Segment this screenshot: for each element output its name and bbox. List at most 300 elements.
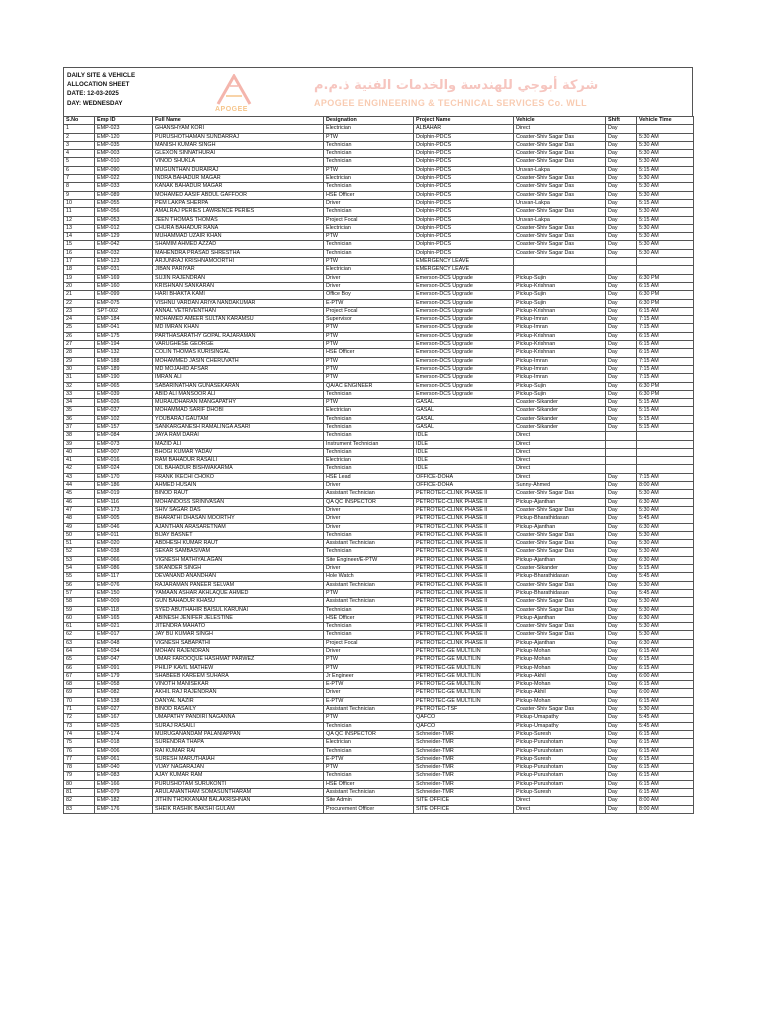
cell-vehicle: Pickup-Akhil — [514, 672, 606, 680]
cell-full-name: UMAPATHY PANDIRI NAGANNA — [153, 714, 324, 722]
column-header-vehicle: Vehicle — [514, 117, 606, 125]
cell-vehicle: Pickup-Purushotam — [514, 780, 606, 788]
cell-project-name: GASAL — [414, 423, 514, 431]
cell-designation: E-PTW — [324, 299, 414, 307]
cell-full-name: ANNAL VETRIVENTHAN — [153, 307, 324, 315]
cell-full-name: MANISH KUMAR SINGH — [153, 141, 324, 149]
cell-project-name: Emerson-DCS Upgrade — [414, 357, 514, 365]
cell-emp-id: EMP-116 — [95, 498, 153, 506]
table-row — [64, 365, 694, 373]
cell-vehicle: Direct — [514, 805, 606, 813]
cell-emp-id: EMP-047 — [95, 656, 153, 664]
cell-emp-id: EMP-176 — [95, 805, 153, 813]
cell-shift: Day — [606, 565, 637, 573]
cell-shift: Day — [606, 125, 637, 133]
cell-sno: 16 — [64, 249, 95, 257]
table-row — [64, 175, 694, 183]
cell-vehicle: Coaster-Shiv Sagar Das — [514, 133, 606, 141]
cell-vehicle: Pickup-Ajanthan — [514, 523, 606, 531]
table-row — [64, 191, 694, 199]
cell-sno: 53 — [64, 556, 95, 564]
cell-vehicle-time: 6:15 AM — [637, 341, 694, 349]
cell-vehicle-time: 7:15 AM — [637, 365, 694, 373]
cell-shift: Day — [606, 681, 637, 689]
cell-vehicle: Pickup-Mohan — [514, 681, 606, 689]
cell-emp-id: EMP-084 — [95, 432, 153, 440]
cell-designation: PTW — [324, 133, 414, 141]
cell-emp-id: EMP-009 — [95, 598, 153, 606]
cell-shift: Day — [606, 573, 637, 581]
table-row — [64, 291, 694, 299]
cell-shift: Day — [606, 789, 637, 797]
cell-vehicle-time: 6:15 AM — [637, 739, 694, 747]
cell-full-name: JITENDRA MAHATO — [153, 623, 324, 631]
cell-sno: 44 — [64, 482, 95, 490]
cell-designation: Technician — [324, 423, 414, 431]
cell-project-name: PETROTEC-GE MULTILIN — [414, 656, 514, 664]
table-row — [64, 706, 694, 714]
cell-designation: Driver — [324, 274, 414, 282]
column-header-full-name: Full Name — [153, 117, 324, 125]
cell-vehicle-time: 5:30 AM — [637, 158, 694, 166]
cell-vehicle-time: 5:30 AM — [637, 623, 694, 631]
cell-emp-id: EMP-184 — [95, 316, 153, 324]
cell-designation: PTW — [324, 324, 414, 332]
table-row — [64, 805, 694, 813]
table-row — [64, 224, 694, 232]
cell-vehicle-time: 5:30 AM — [637, 249, 694, 257]
cell-sno: 33 — [64, 390, 95, 398]
cell-sno: 1 — [64, 125, 95, 133]
cell-emp-id: EMP-079 — [95, 789, 153, 797]
cell-shift: Day — [606, 407, 637, 415]
column-header-project-name: Project Name — [414, 117, 514, 125]
cell-designation: PTW — [324, 233, 414, 241]
cell-emp-id: EMP-194 — [95, 341, 153, 349]
cell-designation: Project Focal — [324, 216, 414, 224]
cell-shift: Day — [606, 714, 637, 722]
table-row — [64, 482, 694, 490]
cell-full-name: MAZID ALI — [153, 440, 324, 448]
table-row — [64, 158, 694, 166]
cell-sno: 68 — [64, 681, 95, 689]
cell-designation: Assistant Technician — [324, 581, 414, 589]
table-header-row — [64, 117, 694, 125]
cell-full-name: AKHIL RAJ RAJENDRAN — [153, 689, 324, 697]
cell-full-name: MOHANDOSS SRINIVASAN — [153, 498, 324, 506]
cell-project-name: SITE OFFICE — [414, 805, 514, 813]
cell-emp-id: EMP-065 — [95, 382, 153, 390]
cell-full-name: JITHIN THOKKANAM BALAKRISHNAN — [153, 797, 324, 805]
cell-shift: Day — [606, 498, 637, 506]
table-row — [64, 598, 694, 606]
cell-sno: 69 — [64, 689, 95, 697]
cell-project-name: Schneider-TMR — [414, 739, 514, 747]
cell-sno: 55 — [64, 573, 95, 581]
cell-full-name: KANAK BAHADUR MAGAR — [153, 183, 324, 191]
cell-emp-id: EMP-123 — [95, 258, 153, 266]
table-row — [64, 681, 694, 689]
table-row — [64, 648, 694, 656]
cell-vehicle: Coaster-Sikander — [514, 565, 606, 573]
cell-full-name: HARI BHAKTA KAMI — [153, 291, 324, 299]
cell-sno: 4 — [64, 150, 95, 158]
cell-sno: 10 — [64, 199, 95, 207]
cell-shift: Day — [606, 224, 637, 232]
cell-shift: Day — [606, 299, 637, 307]
cell-shift: Day — [606, 706, 637, 714]
cell-emp-id: EMP-173 — [95, 506, 153, 514]
cell-emp-id: EMP-179 — [95, 672, 153, 680]
cell-designation: PTW — [324, 714, 414, 722]
cell-project-name: Emerson-DCS Upgrade — [414, 332, 514, 340]
cell-full-name: JIBAN PARIYAR — [153, 266, 324, 274]
cell-project-name: Schneider-TMR — [414, 780, 514, 788]
cell-full-name: SURAJ RASAILI — [153, 722, 324, 730]
cell-vehicle: Pickup-Ajanthan — [514, 639, 606, 647]
cell-sno: 47 — [64, 506, 95, 514]
cell-vehicle: Coaster-Shiv Sagar Das — [514, 208, 606, 216]
cell-designation: Assistant Technician — [324, 706, 414, 714]
cell-sno: 36 — [64, 415, 95, 423]
cell-vehicle-time: 5:30 AM — [637, 191, 694, 199]
cell-emp-id: EMP-186 — [95, 482, 153, 490]
cell-project-name: IDLE — [414, 440, 514, 448]
cell-project-name: PETROTEC-CLINK PHASE II — [414, 606, 514, 614]
cell-designation: E-PTW — [324, 681, 414, 689]
cell-project-name: PETROTEC-CLINK PHASE II — [414, 490, 514, 498]
cell-emp-id: EMP-024 — [95, 465, 153, 473]
cell-emp-id: SPT-002 — [95, 307, 153, 315]
cell-sno: 74 — [64, 730, 95, 738]
title-line-2: ALLOCATION SHEET — [67, 81, 130, 89]
cell-sno: 2 — [64, 133, 95, 141]
cell-shift: Day — [606, 374, 637, 382]
column-header-emp-id: Emp ID — [95, 117, 153, 125]
cell-vehicle-time: 6:15 AM — [637, 772, 694, 780]
table-row — [64, 623, 694, 631]
cell-full-name: PURUSHOTAM SURUKONTI — [153, 780, 324, 788]
cell-project-name: EMERGENCY LEAVE — [414, 266, 514, 274]
cell-full-name: CHURA BAHADUR RANA — [153, 224, 324, 232]
table-row — [64, 697, 694, 705]
cell-vehicle-time: 6:30 PM — [637, 291, 694, 299]
table-row — [64, 540, 694, 548]
cell-vehicle-time: 5:45 AM — [637, 589, 694, 597]
cell-vehicle: Pickup-Purushotam — [514, 764, 606, 772]
cell-designation: E-PTW — [324, 755, 414, 763]
cell-vehicle-time: 5:30 AM — [637, 606, 694, 614]
cell-shift: Day — [606, 241, 637, 249]
cell-full-name: IMRAN ALI — [153, 374, 324, 382]
cell-emp-id: EMP-040 — [95, 764, 153, 772]
cell-vehicle-time: 8:00 AM — [637, 805, 694, 813]
cell-project-name: Dolphin-PDCS — [414, 158, 514, 166]
cell-designation: HSE Officer — [324, 614, 414, 622]
cell-shift: Day — [606, 664, 637, 672]
cell-shift: Day — [606, 307, 637, 315]
cell-designation: Technician — [324, 722, 414, 730]
cell-vehicle: Pickup-Mohan — [514, 648, 606, 656]
cell-vehicle: Direct — [514, 465, 606, 473]
cell-vehicle: Coaster-Sikander — [514, 399, 606, 407]
cell-shift — [606, 457, 637, 465]
cell-shift: Day — [606, 614, 637, 622]
cell-shift: Day — [606, 764, 637, 772]
cell-designation: Driver — [324, 565, 414, 573]
cell-sno: 37 — [64, 423, 95, 431]
cell-shift: Day — [606, 166, 637, 174]
cell-sno: 29 — [64, 357, 95, 365]
cell-designation: Technician — [324, 448, 414, 456]
cell-vehicle-time: 5:30 AM — [637, 141, 694, 149]
cell-project-name: PETROTEC-GE MULTILIN — [414, 648, 514, 656]
cell-full-name: SEKAR SAMBASIVAM — [153, 548, 324, 556]
cell-sno: 72 — [64, 714, 95, 722]
cell-vehicle: Coaster-Shiv Sagar Das — [514, 233, 606, 241]
cell-emp-id: EMP-132 — [95, 349, 153, 357]
cell-emp-id: EMP-075 — [95, 299, 153, 307]
cell-designation: Technician — [324, 183, 414, 191]
cell-emp-id: EMP-086 — [95, 565, 153, 573]
cell-designation: PTW — [324, 589, 414, 597]
cell-vehicle-time: 6:15 AM — [637, 332, 694, 340]
cell-shift: Day — [606, 216, 637, 224]
cell-vehicle — [514, 258, 606, 266]
cell-designation: Electrician — [324, 224, 414, 232]
cell-vehicle-time: 7:15 AM — [637, 473, 694, 481]
cell-vehicle-time: 6:15 AM — [637, 656, 694, 664]
logo-text: APOGEE — [215, 106, 248, 113]
cell-vehicle-time: 6:30 AM — [637, 556, 694, 564]
cell-vehicle-time: 5:30 AM — [637, 706, 694, 714]
cell-project-name: Schneider-TMR — [414, 789, 514, 797]
cell-vehicle: Pickup-Ajanthan — [514, 614, 606, 622]
cell-full-name: RAI KUMAR RAI — [153, 747, 324, 755]
cell-shift: Day — [606, 598, 637, 606]
cell-project-name: Dolphin-PDCS — [414, 241, 514, 249]
cell-project-name: Emerson-DCS Upgrade — [414, 282, 514, 290]
column-header-shift: Shift — [606, 117, 637, 125]
cell-vehicle-time: 6:15 AM — [637, 697, 694, 705]
table-row — [64, 797, 694, 805]
cell-project-name: PETROTEC-CLINK PHASE II — [414, 556, 514, 564]
cell-full-name: SYED ABUTHAHIR BAISUL KARUNAI — [153, 606, 324, 614]
cell-sno: 27 — [64, 341, 95, 349]
cell-shift: Day — [606, 623, 637, 631]
cell-vehicle-time: 6:15 AM — [637, 349, 694, 357]
cell-vehicle-time: 6:15 AM — [637, 730, 694, 738]
table-row — [64, 374, 694, 382]
company-name-english: APOGEE ENGINEERING & TECHNICAL SERVICES Co. WLL — [314, 98, 587, 108]
cell-project-name: IDLE — [414, 432, 514, 440]
cell-vehicle-time: 5:15 AM — [637, 399, 694, 407]
cell-vehicle-time: 8:00 AM — [637, 482, 694, 490]
cell-emp-id: EMP-157 — [95, 423, 153, 431]
cell-sno: 25 — [64, 324, 95, 332]
cell-vehicle: Direct — [514, 125, 606, 133]
cell-vehicle-time: 5:30 AM — [637, 150, 694, 158]
cell-vehicle-time: 6:30 AM — [637, 639, 694, 647]
cell-full-name: DEVANAND ANANDHAN — [153, 573, 324, 581]
cell-shift: Day — [606, 772, 637, 780]
cell-vehicle: Pickup-Krishnan — [514, 332, 606, 340]
cell-sno: 78 — [64, 764, 95, 772]
cell-designation: E-PTW — [324, 697, 414, 705]
cell-designation: Electrician — [324, 175, 414, 183]
cell-sno: 80 — [64, 780, 95, 788]
cell-full-name: SANKARGANESH RAMALINGA ASARI — [153, 423, 324, 431]
cell-sno: 56 — [64, 581, 95, 589]
cell-vehicle-time: 5:30 AM — [637, 224, 694, 232]
table-row — [64, 133, 694, 141]
sheet-day: DAY: WEDNESDAY — [67, 99, 123, 107]
cell-sno: 81 — [64, 789, 95, 797]
cell-vehicle: Pickup-Imran — [514, 374, 606, 382]
table-row — [64, 722, 694, 730]
cell-sno: 76 — [64, 747, 95, 755]
cell-emp-id: EMP-175 — [95, 332, 153, 340]
cell-full-name: AMALRAJ PERIES LAWRENCE PERIES — [153, 208, 324, 216]
cell-vehicle-time — [637, 457, 694, 465]
cell-designation: Technician — [324, 208, 414, 216]
cell-designation: Technician — [324, 432, 414, 440]
cell-shift: Day — [606, 332, 637, 340]
cell-designation: Project Focal — [324, 639, 414, 647]
cell-shift: Day — [606, 191, 637, 199]
cell-project-name: EMERGENCY LEAVE — [414, 258, 514, 266]
cell-full-name: VIGNESH MATHIYALAGAN — [153, 556, 324, 564]
cell-vehicle: Pickup-Imran — [514, 316, 606, 324]
cell-designation: Technician — [324, 415, 414, 423]
company-logo-icon — [214, 74, 254, 106]
cell-project-name: PETROTEC-GE MULTILIN — [414, 681, 514, 689]
cell-full-name: MOHAMMED JASIN CHERUVATH — [153, 357, 324, 365]
cell-shift — [606, 258, 637, 266]
table-row — [64, 764, 694, 772]
cell-project-name: Emerson-DCS Upgrade — [414, 324, 514, 332]
cell-sno: 38 — [64, 432, 95, 440]
cell-emp-id: EMP-003 — [95, 150, 153, 158]
cell-project-name: QAFCO — [414, 714, 514, 722]
cell-sno: 62 — [64, 631, 95, 639]
cell-shift — [606, 465, 637, 473]
cell-vehicle: Coaster-Shiv Sagar Das — [514, 183, 606, 191]
cell-vehicle-time: 5:15 AM — [637, 565, 694, 573]
cell-vehicle: Sunny-Ahmed — [514, 482, 606, 490]
cell-project-name: PETROTEC-CLINK PHASE II — [414, 498, 514, 506]
column-header-designation: Designation — [324, 117, 414, 125]
cell-full-name: SUJIN RAJENDRAN — [153, 274, 324, 282]
table-row — [64, 631, 694, 639]
cell-sno: 67 — [64, 672, 95, 680]
cell-designation: HSE Officer — [324, 191, 414, 199]
cell-designation: Technician — [324, 606, 414, 614]
cell-full-name: JEEN THOMAS THOMAS — [153, 216, 324, 224]
cell-designation: Technician — [324, 390, 414, 398]
cell-emp-id: EMP-039 — [95, 390, 153, 398]
cell-vehicle: Coaster-Shiv Sagar Das — [514, 191, 606, 199]
cell-vehicle-time: 7:15 AM — [637, 316, 694, 324]
cell-vehicle: Direct — [514, 432, 606, 440]
cell-sno: 60 — [64, 614, 95, 622]
cell-project-name: Dolphin-PDCS — [414, 150, 514, 158]
cell-vehicle: Pickup-Bharathidasan — [514, 589, 606, 597]
cell-sno: 18 — [64, 266, 95, 274]
cell-full-name: BIJAY BASNET — [153, 531, 324, 539]
table-row — [64, 125, 694, 133]
cell-project-name: PETROTEC-CLINK PHASE II — [414, 565, 514, 573]
cell-project-name: Schneider-TMR — [414, 747, 514, 755]
cell-vehicle-time: 6:30 AM — [637, 523, 694, 531]
cell-project-name: Schneider-TMR — [414, 764, 514, 772]
cell-designation: Driver — [324, 515, 414, 523]
cell-vehicle-time — [637, 440, 694, 448]
cell-designation: Assistant Technician — [324, 490, 414, 498]
cell-designation: PTW — [324, 258, 414, 266]
table-row — [64, 780, 694, 788]
cell-designation: Assistant Technician — [324, 789, 414, 797]
cell-designation: Driver — [324, 282, 414, 290]
cell-sno: 79 — [64, 772, 95, 780]
table-row — [64, 141, 694, 149]
cell-project-name: PETROTEC-CLINK PHASE II — [414, 506, 514, 514]
cell-shift: Day — [606, 316, 637, 324]
cell-shift: Day — [606, 606, 637, 614]
cell-project-name: Schneider-TMR — [414, 772, 514, 780]
sheet-title-block — [67, 71, 135, 108]
cell-designation: Driver — [324, 199, 414, 207]
allocation-sheet — [63, 67, 693, 814]
cell-full-name: MOHAMED AASIF ABDUL GAFFOOR — [153, 191, 324, 199]
cell-designation: Driver — [324, 506, 414, 514]
cell-vehicle: Uruvan-Lakpa — [514, 199, 606, 207]
cell-project-name: Emerson-DCS Upgrade — [414, 382, 514, 390]
cell-vehicle-time — [637, 465, 694, 473]
cell-shift: Day — [606, 490, 637, 498]
table-row — [64, 407, 694, 415]
table-row — [64, 565, 694, 573]
title-line-1: DAILY SITE & VEHICLE — [67, 72, 136, 79]
cell-project-name: Emerson-DCS Upgrade — [414, 274, 514, 282]
table-row — [64, 490, 694, 498]
cell-full-name: MOHAN RAJENDRAN — [153, 648, 324, 656]
cell-full-name: MD MOJAHID AFSAR — [153, 365, 324, 373]
cell-vehicle-time: 5:30 AM — [637, 183, 694, 191]
cell-sno: 11 — [64, 208, 95, 216]
cell-designation: Technician — [324, 465, 414, 473]
cell-emp-id: EMP-006 — [95, 747, 153, 755]
cell-designation: HSE Officer — [324, 780, 414, 788]
cell-vehicle-time: 5:30 AM — [637, 548, 694, 556]
cell-full-name: GUN BAHADUR KHASU — [153, 598, 324, 606]
cell-full-name: GHANSHYAM KORI — [153, 125, 324, 133]
cell-vehicle-time: 5:30 AM — [637, 208, 694, 216]
cell-emp-id: EMP-160 — [95, 282, 153, 290]
cell-designation: Electrician — [324, 266, 414, 274]
cell-shift: Day — [606, 249, 637, 257]
table-row — [64, 755, 694, 763]
table-row — [64, 299, 694, 307]
cell-designation: Driver — [324, 648, 414, 656]
cell-project-name: Schneider-TMR — [414, 755, 514, 763]
cell-emp-id: EMP-021 — [95, 623, 153, 631]
cell-full-name: BHARATHI DHASAN MOORTHY — [153, 515, 324, 523]
cell-vehicle: Coaster-Shiv Sagar Das — [514, 706, 606, 714]
cell-full-name: ARULANANTHAM SOMASUNTHARAM — [153, 789, 324, 797]
cell-vehicle-time: 5:45 AM — [637, 722, 694, 730]
cell-designation: PTW — [324, 365, 414, 373]
